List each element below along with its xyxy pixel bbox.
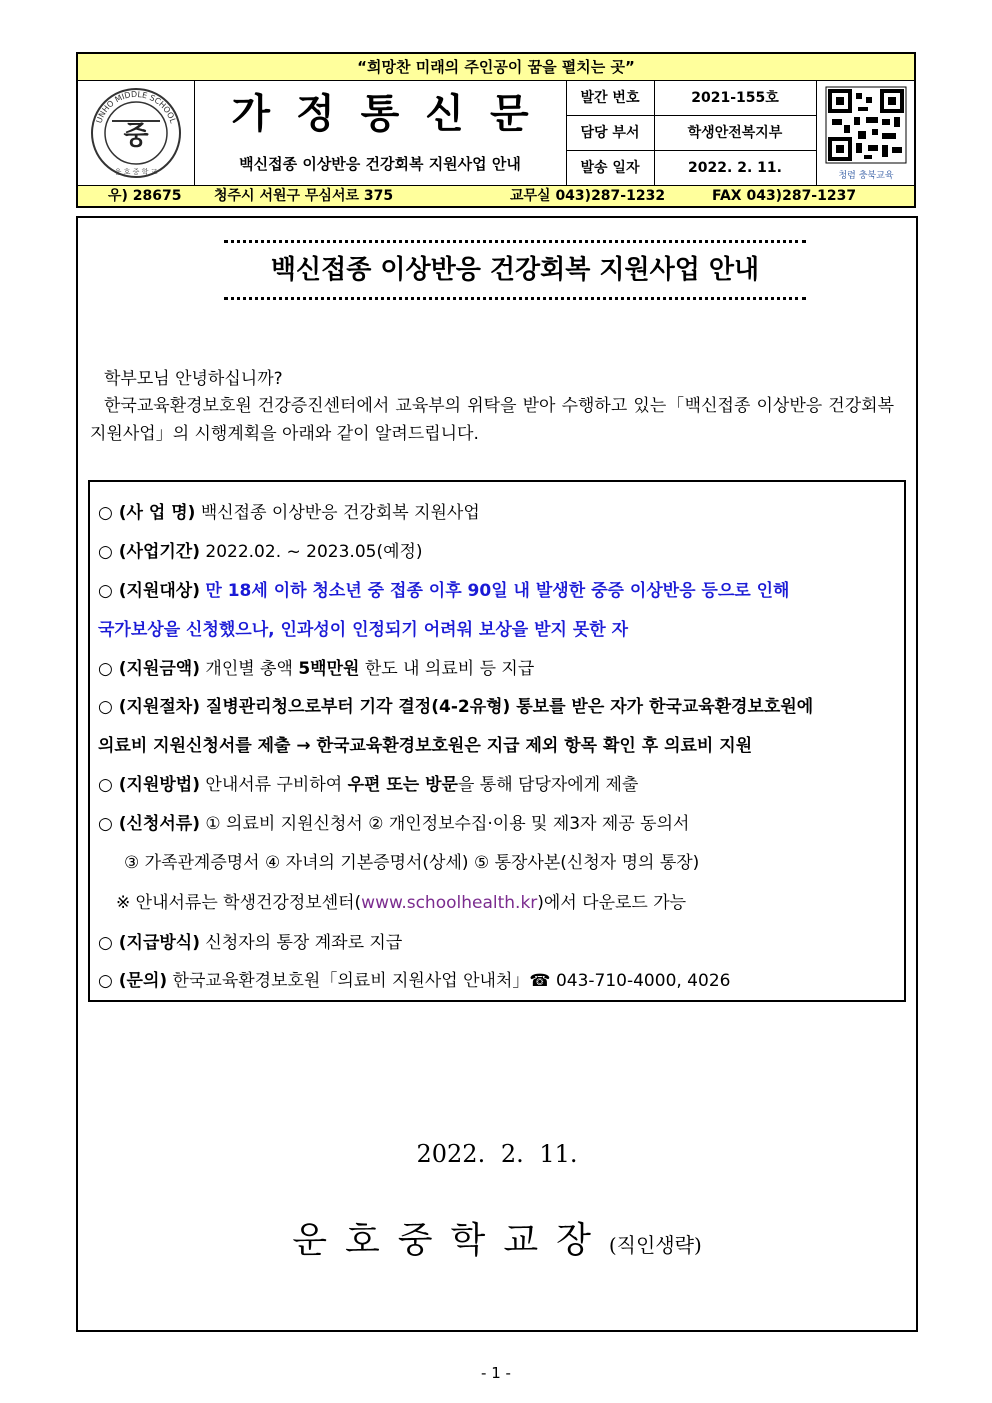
office-phone: 교무실 043)287-1232 [510,188,666,204]
amount-limit: 5백만원 [298,659,360,679]
note-post: )에서 다운로드 가능 [537,893,687,913]
publication-meta-table [566,81,817,185]
logo-center-glyph: 중 [123,121,149,151]
program-info-box [88,480,906,1002]
document-title: 백신접종 이상반응 건강회복 지원사업 안내 [224,240,806,300]
principal-signature: 운호중학교장 [292,1220,609,1261]
schoolhealth-link[interactable]: www.schoolhealth.kr [361,893,538,913]
biz-name: 백신접종 이상반응 건강회복 지원사업 [200,503,480,523]
fax-number: FAX 043)287-1237 [712,188,857,204]
target-line-1: 만 18세 이하 청소년 중 접종 이후 90일 내 발생한 중증 이상반응 등으로 인해 [205,581,790,601]
meta-key: 담당 부서 [566,116,655,150]
department: 학생안전복지부 [687,125,783,141]
school-slogan: “희망찬 미래의 주인공이 꿈을 펼치는 곳” [78,54,914,81]
documents-line-2: ③ 가족관계증명서 ④ 자녀의 기본증명서(상세) ⑤ 통장사본(신청자 명의 통장) [124,853,700,873]
procedure-line-1: 질병관리청으로부터 기각 결정(4-2유형) 통보를 받은 자가 한국교육환경보호원에 [205,697,814,717]
letter-date: 2022. 2. 11. [416,1140,578,1168]
seal-omitted-note: (직인생략) [608,1233,702,1257]
greeting: 학부모님 안녕하십니까? [104,369,283,389]
label-contact: ○ (문의) [98,971,168,991]
page-number: - 1 - [481,1364,511,1382]
label-procedure: ○ (지원절차) [98,697,200,717]
target-line-2: 국가보상을 신청했으나, 인과성이 인정되기 어려워 보상을 받지 못한 자 [98,620,629,640]
payment-method: 신청자의 통장 계좌로 지급 [205,933,403,953]
method-post: 을 통해 담당자에게 제출 [457,775,639,795]
logo-ring-text: UNHO MIDDLE SCHOOL [94,89,178,125]
label-period: ○ (사업기간) [98,542,200,562]
publication-number: 2021-155호 [691,90,779,106]
intro-paragraph: 한국교육환경보호원 건강증진센터에서 교육부의 위탁을 받아 수행하고 있는「백신접종 이상반응 건강회복 지원사업」의 시행계획을 아래와 같이 알려드립니다. [90,396,894,444]
note-pre: ※ 안내서류는 학생건강정보센터( [116,893,362,913]
newsletter-header [76,52,916,208]
newsletter-subtitle: 백신접종 이상반응 건강회복 지원사업 안내 [239,155,521,173]
label-biz-name: ○ (사 업 명) [98,503,196,523]
label-method: ○ (지원방법) [98,775,200,795]
label-amount: ○ (지원금액) [98,659,200,679]
meta-key: 발간 번호 [566,81,655,115]
method-pre: 안내서류 구비하여 [205,775,343,795]
contact-info: 한국교육환경보호원「의료비 지원사업 안내처」☎ 043-710-4000, 4026 [172,971,731,991]
school-logo [78,81,194,185]
signature-line [78,1212,916,1263]
method-channel: 우편 또는 방문 [347,775,458,795]
label-target: ○ (지원대상) [98,581,200,601]
qr-code-cell [816,81,914,185]
newsletter-title: 가정통신문 [231,90,555,137]
biz-period: 2022.02. ~ 2023.05(예정) [205,542,423,562]
send-date: 2022. 2. 11. [688,160,782,176]
school-logo-cell [78,81,195,185]
meta-key: 발송 일자 [566,151,655,186]
letter-body [76,216,918,1332]
qr-caption: 청렴 충북교육 [838,171,894,181]
svg-text:UNHO MIDDLE SCHOOL [95,90,178,125]
postal-code: 우) 28675 [108,188,182,204]
school-address-bar [78,186,914,206]
street-address: 청주시 서원구 무심서로 375 [214,188,394,204]
label-payment: ○ (지급방식) [98,933,200,953]
logo-bottom-text: 운 호 중 학 교 [114,168,158,176]
amount-pre: 개인별 총액 [205,659,293,679]
amount-post: 한도 내 의료비 등 지급 [364,659,535,679]
documents-line-1: ① 의료비 지원신청서 ② 개인정보수집·이용 및 제3자 제공 동의서 [205,814,690,834]
qr-code-icon [816,81,916,185]
label-documents: ○ (신청서류) [98,814,200,834]
procedure-line-2: 의료비 지원신청서를 제출 → 한국교육환경보호원은 지급 제외 항목 확인 후 의료비 지원 [98,736,753,756]
